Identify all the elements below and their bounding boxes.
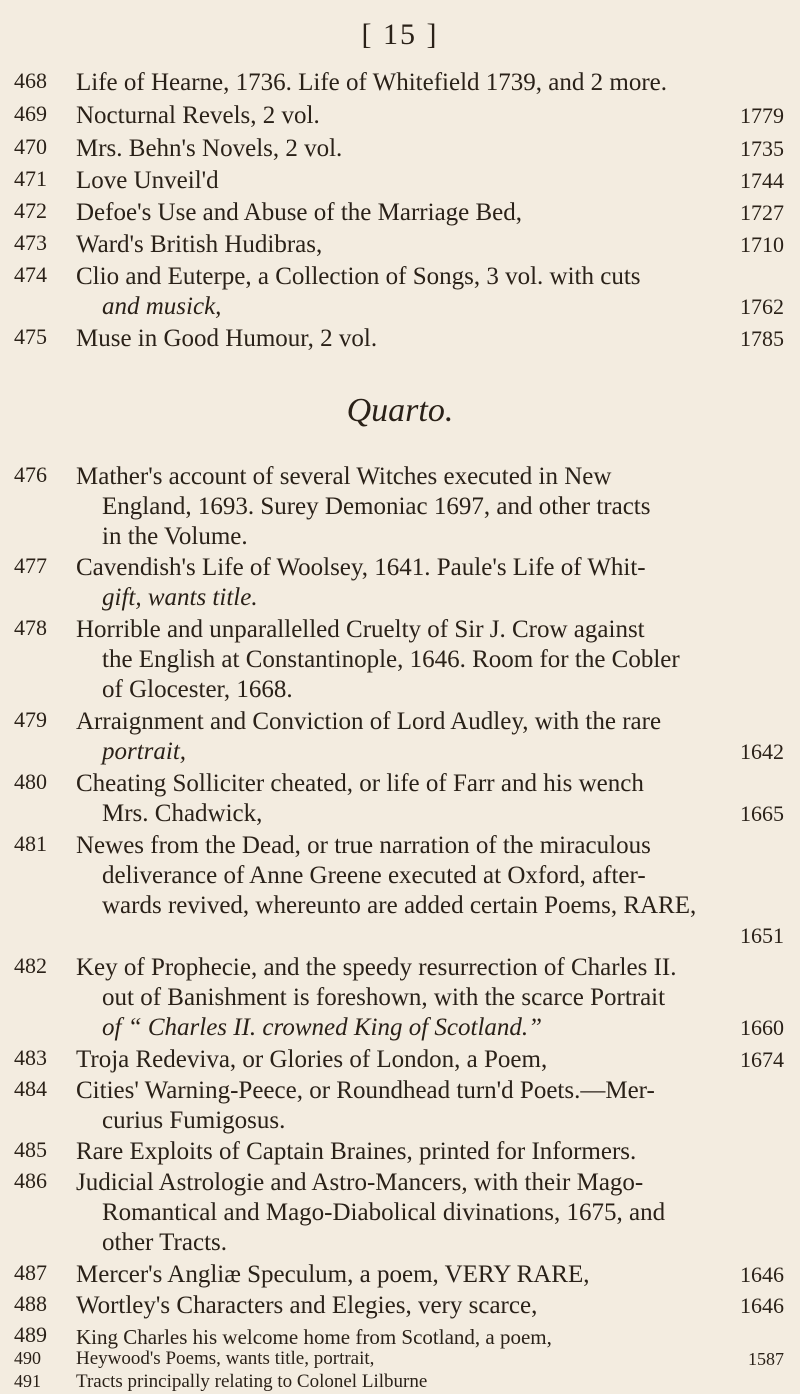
lot-title-continued: England, 1693. Surey Demoniac 1697, and other tracts: [102, 493, 651, 520]
lot-title-continued: deliverance of Anne Greene executed at Oxford, after-: [102, 862, 646, 889]
lot-date: 1779: [740, 103, 784, 128]
lot-title-continued: the English at Constantinople, 1646. Room for the Cobler: [102, 646, 680, 673]
lot-title: Wortley's Characters and Elegies, very scarce,: [76, 1292, 538, 1319]
lot-title: Arraignment and Conviction of Lord Audley, with the rare: [76, 708, 662, 735]
lot-number: 489: [14, 1322, 47, 1347]
lot-number: 483: [14, 1045, 47, 1070]
lot-number: 478: [14, 615, 47, 640]
lot-title: Judicial Astrologie and Astro-Mancers, with their Mago-: [76, 1169, 644, 1196]
lot-title-continued: Romantical and Mago-Diabolical divinations, 1675, and: [102, 1199, 666, 1226]
lot-title-continued: of “ Charles II. crowned King of Scotland.”: [102, 1014, 543, 1041]
lot-number: 469: [14, 101, 47, 126]
lot-title-continued: other Tracts.: [102, 1229, 227, 1256]
lot-number: 470: [14, 134, 47, 159]
lot-title: Clio and Euterpe, a Collection of Songs, 3 vol. with cuts: [76, 263, 641, 290]
lot-title: Cities' Warning-Peece, or Roundhead turn'd Poets.—Mer-: [76, 1077, 655, 1104]
lot-number: 482: [14, 953, 47, 978]
lot-date: 1744: [740, 168, 784, 193]
lot-title: Cavendish's Life of Woolsey, 1641. Paule's Life of Whit-: [76, 554, 646, 581]
lot-number: 485: [14, 1137, 47, 1162]
lot-title: Nocturnal Revels, 2 vol.: [76, 102, 320, 129]
section-heading: Quarto.: [346, 392, 454, 429]
page-number: [ 15 ]: [361, 18, 439, 51]
lot-number: 477: [14, 553, 47, 578]
lot-title: Defoe's Use and Abuse of the Marriage Bed,: [76, 199, 523, 226]
lot-title-continued: of Glocester, 1668.: [102, 676, 293, 703]
lot-number: 488: [14, 1291, 47, 1316]
lot-title: Mercer's Angliæ Speculum, a poem, VERY RARE,: [76, 1261, 590, 1288]
lot-number: 474: [14, 262, 47, 287]
lot-title: Mather's account of several Witches executed in New: [76, 463, 612, 490]
lot-title-continued: gift, wants title.: [102, 584, 258, 611]
lot-date: 1735: [740, 136, 784, 161]
lot-title: Life of Hearne, 1736. Life of Whitefield 1739, and 2 more.: [76, 69, 668, 96]
lot-number: 480: [14, 769, 47, 794]
lot-number: 484: [14, 1076, 47, 1101]
lot-title: Troja Redeviva, or Glories of London, a Poem,: [76, 1046, 548, 1073]
lot-date: 1646: [740, 1262, 784, 1287]
lot-number: 473: [14, 230, 47, 255]
lot-number: 487: [14, 1260, 47, 1285]
lot-number: 491: [14, 1371, 41, 1391]
lot-number: 471: [14, 166, 47, 191]
lot-title: Ward's British Hudibras,: [76, 231, 323, 258]
lot-title: Newes from the Dead, or true narration of the miraculous: [76, 832, 651, 859]
lot-number: 486: [14, 1168, 47, 1193]
lot-title-continued: portrait,: [102, 738, 187, 765]
lot-date: 1674: [740, 1047, 784, 1072]
lot-title: Love Unveil'd: [76, 167, 219, 194]
lot-title: Tracts principally relating to Colonel Lilburne: [76, 1371, 428, 1392]
lot-title: King Charles his welcome home from Scotland, a poem,: [76, 1325, 552, 1349]
lot-date: 1660: [740, 1015, 784, 1040]
lot-date: 1651: [740, 923, 784, 948]
lot-date: 1665: [740, 801, 784, 826]
lot-date: 1762: [740, 294, 784, 319]
lot-number: 472: [14, 198, 47, 223]
lot-title: Mrs. Behn's Novels, 2 vol.: [76, 135, 343, 162]
lot-date: 1710: [740, 232, 784, 257]
lot-title-continued: out of Banishment is foreshown, with the scarce Portrait: [102, 984, 666, 1011]
lot-number: 468: [14, 68, 47, 93]
lot-number: 475: [14, 324, 47, 349]
lot-number: 476: [14, 462, 47, 487]
lot-title: Key of Prophecie, and the speedy resurrection of Charles II.: [76, 954, 677, 981]
lot-title-continued: and musick,: [102, 293, 222, 320]
lot-title-continued: wards revived, whereunto are added certain Poems, RARE,: [102, 892, 697, 919]
lot-title-continued: Mrs. Chadwick,: [102, 800, 263, 827]
lot-date: 1727: [740, 200, 784, 225]
lot-title-continued: in the Volume.: [102, 523, 248, 550]
lot-number: 490: [14, 1348, 41, 1368]
lot-date: 1642: [740, 739, 784, 764]
lot-title: Muse in Good Humour, 2 vol.: [76, 325, 378, 352]
lot-title: Cheating Solliciter cheated, or life of Farr and his wench: [76, 770, 644, 797]
lot-number: 479: [14, 707, 47, 732]
lot-date: 1646: [740, 1293, 784, 1318]
lot-title: Heywood's Poems, wants title, portrait,: [76, 1348, 375, 1369]
lot-number: 481: [14, 831, 47, 856]
lot-title-continued: curius Fumigosus.: [102, 1107, 286, 1134]
lot-date: 1587: [748, 1349, 784, 1369]
lot-date: 1785: [740, 326, 784, 351]
lot-title: Horrible and unparallelled Cruelty of Sir J. Crow against: [76, 616, 645, 643]
lot-title: Rare Exploits of Captain Braines, printed for Informers.: [76, 1138, 637, 1165]
